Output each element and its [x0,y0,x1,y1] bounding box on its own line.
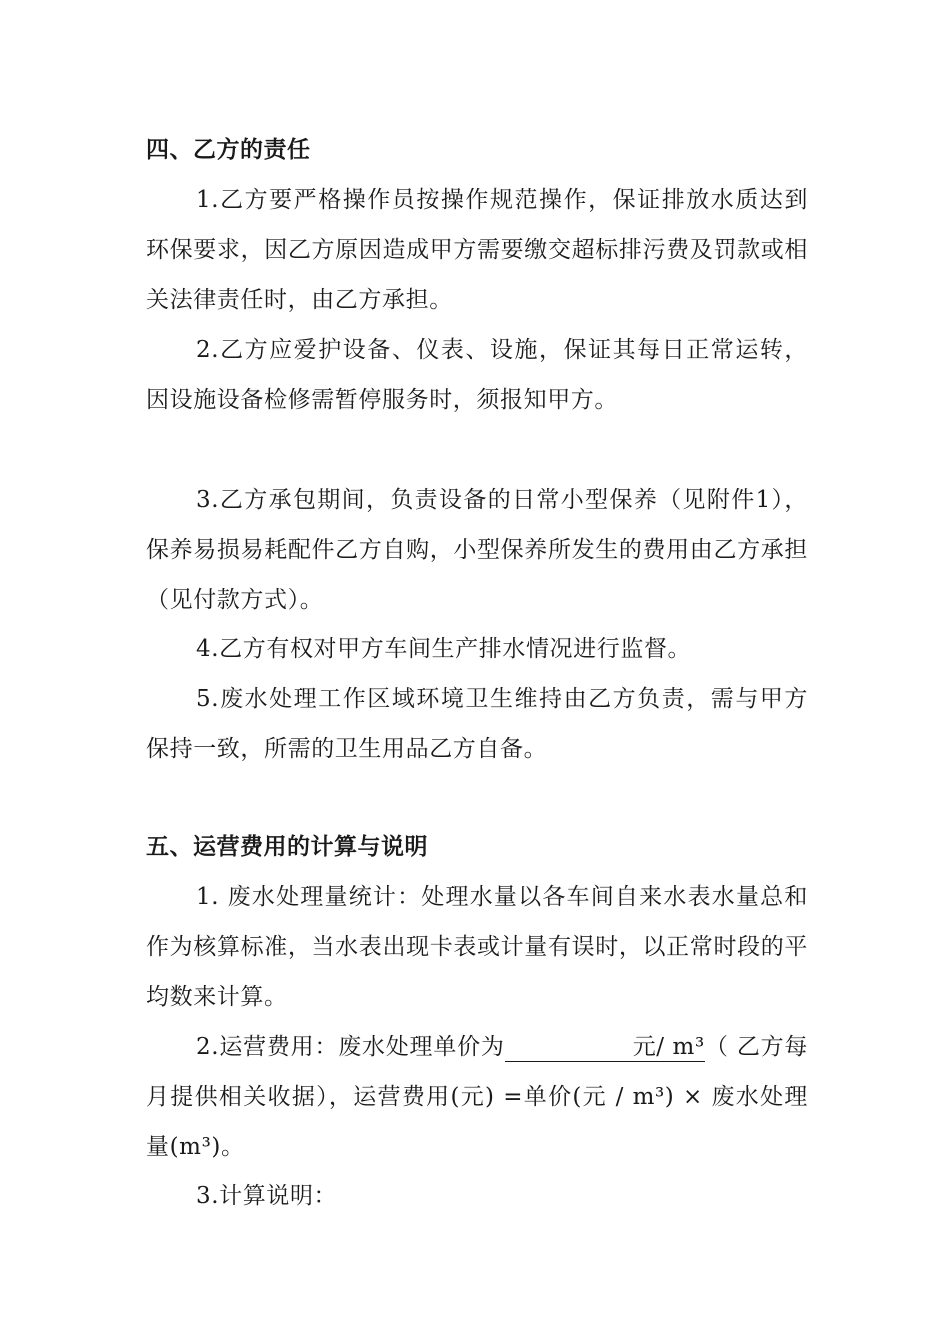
section-5-item-2 [146,1022,808,1172]
section-4-item-1: 1.乙方要严格操作员按操作规范操作，保证排放水质达到环保要求，因乙方原因造成甲方需要缴交超标排污费及罚款或相关法律责任时，由乙方承担。 [146,187,808,313]
section-5-item-1: 1. 废水处理量统计：处理水量以各车间自来水表水量总和作为核算标准，当水表出现卡表或计量有误时，以正常时段的平均数来计算。 [146,884,808,1010]
section-4-item-5: 5.废水处理工作区域环境卫生维持由乙方负责，需与甲方保持一致，所需的卫生用品乙方自备。 [146,686,808,762]
unit-price-fill-line [505,1033,705,1062]
section-5-item-3: 3.计算说明： [196,1183,338,1209]
section-4-item-3: 3.乙方承包期间，负责设备的日常小型保养（见附件1），保养易损易耗配件乙方自购，小型保养所发生的费用由乙方承担（见付款方式）。 [146,487,808,613]
cost-formula: （ 乙方每月提供相关收据），运营费用(元) =单价(元 / m³) × 废水处理量(m³)。 [146,1034,808,1160]
unit-price-unit: 元/ m³ [632,1034,705,1060]
section-5-heading: 五、运营费用的计算与说明 [146,834,428,860]
unit-price-label: 2.运营费用：废水处理单价为 [196,1034,505,1060]
section-4-item-2: 2.乙方应爱护设备、仪表、设施，保证其每日正常运转，因设施设备检修需暂停服务时，须报知甲方。 [146,337,808,413]
section-4-heading: 四、乙方的责任 [146,137,311,163]
section-4-item-4: 4.乙方有权对甲方车间生产排水情况进行监督。 [196,636,692,662]
